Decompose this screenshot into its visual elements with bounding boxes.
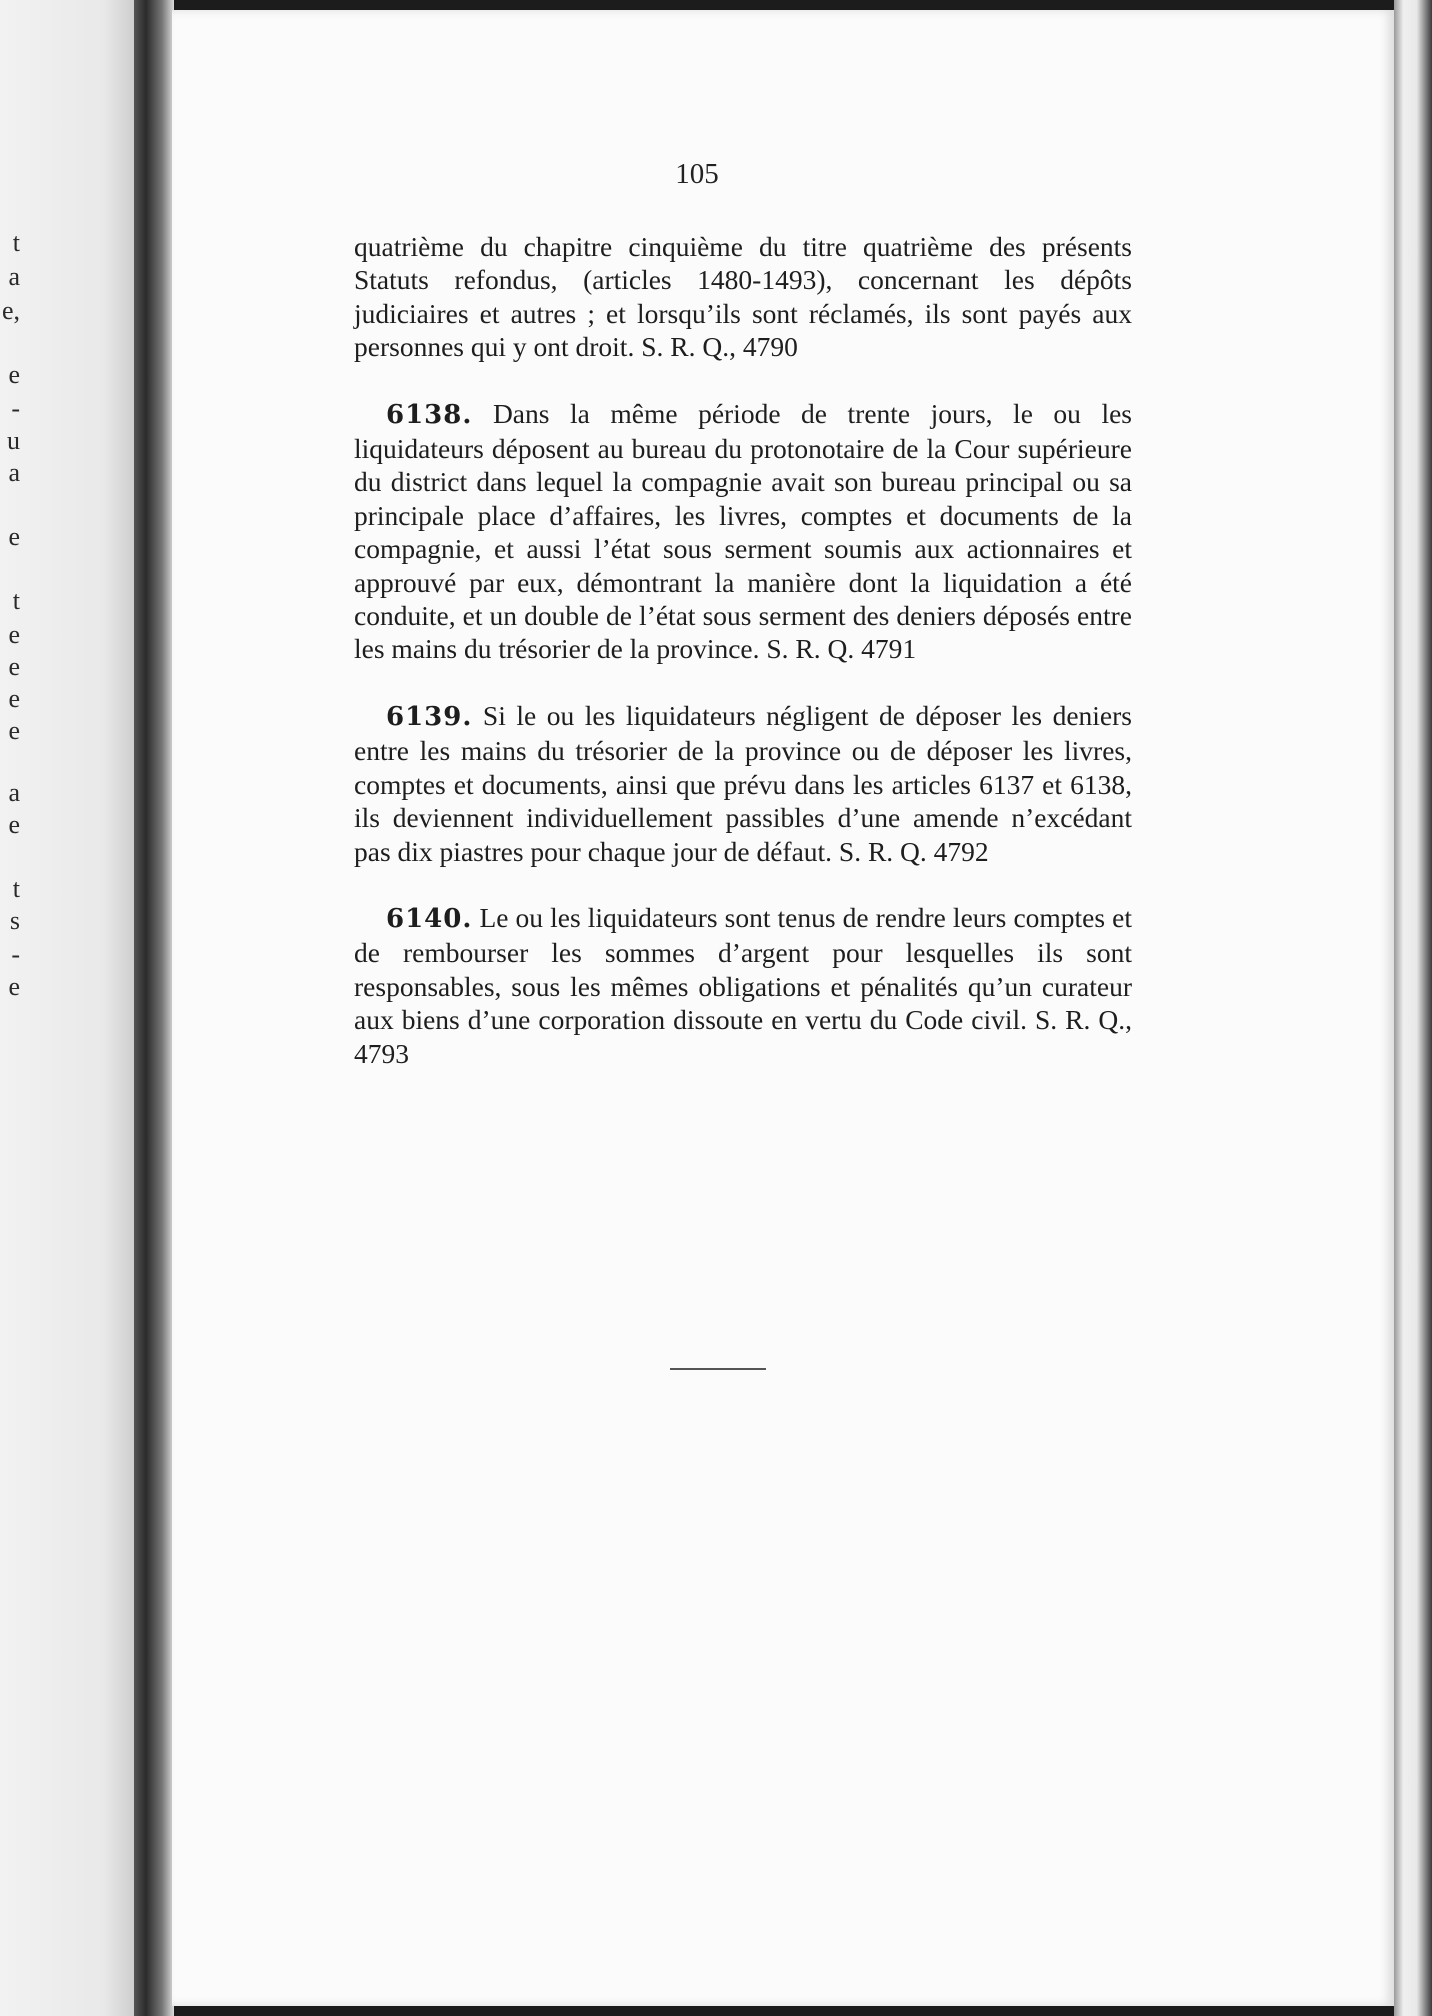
article-6140 <box>354 901 1132 1070</box>
left-page-fragment: e <box>8 360 20 389</box>
paragraph-continuation <box>354 230 1132 364</box>
left-page-fragment: e <box>8 972 20 1001</box>
paragraph-text: Si le ou les liquidateurs négligent de déposer les deniers entre les mains du trésorier de la province ou de déposer les livres, comptes et documents, ainsi que prévu dans les articles 6137 et 6138, ils deviennent individuellement passibles d’une amende n’excédant pas dix piastres pour chaque jour de défaut. S. R. Q. 4792 <box>354 699 1132 867</box>
right-page-edge <box>1394 0 1432 2016</box>
left-page-fragment: e, <box>1 296 20 325</box>
left-page-fragment: a <box>8 458 20 487</box>
left-page-fragment: s <box>9 906 20 935</box>
book-gutter <box>134 0 174 2016</box>
left-page-fragment: e <box>8 522 20 551</box>
left-page-fragment: - <box>11 394 20 423</box>
article-number: 6138. <box>386 399 473 430</box>
book-page <box>172 10 1394 2006</box>
left-page-fragment: e <box>8 810 20 839</box>
paragraph-text: Dans la même période de trente jours, le ou les liquidateurs déposent au bureau du protonotaire de la Cour supérieure du district dans lequel la compagnie avait son bureau principal ou sa principale place d’affaires, les livres, comptes et documents de la compagnie, et aussi l’état sous serment soumis aux actionnaires et approuvé par eux, démontrant la manière dont la liquidation a été conduite, et un double de l’état sous serment des deniers déposés entre les mains du trésorier de la province. S. R. Q. 4791 <box>354 397 1132 665</box>
left-page-fragment: e <box>8 620 20 649</box>
paragraph-text: quatrième du chapitre cinquième du titre quatrième des présents Statuts refondus, (articles 1480-1493), concernant les dépôts judiciaires et autres ; et lorsqu’ils sont réclamés, ils sont payés aux personnes qui y ont droit. S. R. Q., 4790 <box>354 231 1132 363</box>
page-body <box>354 230 1132 1103</box>
left-page-fragment: e <box>8 716 20 745</box>
paragraph-text: Le ou les liquidateurs sont tenus de rendre leurs comptes et de rembourser les sommes d’argent pour lesquelles ils sont responsables, sous les mêmes obligations et pénalités qu’un curateur aux biens d’une corporation dissoute en vertu du Code civil. S. R. Q., 4793 <box>354 901 1132 1069</box>
left-page-fragment: a <box>8 262 20 291</box>
left-page-fragment: t <box>12 874 20 903</box>
article-6139 <box>354 699 1132 868</box>
left-page-fragment: u <box>7 426 20 455</box>
left-page-fragment: a <box>8 778 20 807</box>
left-page-fragment: - <box>11 940 20 969</box>
article-number: 6139. <box>386 701 473 732</box>
section-divider <box>670 1368 766 1370</box>
left-page-fragment: e <box>8 684 20 713</box>
article-6138 <box>354 397 1132 666</box>
article-number: 6140. <box>386 903 473 934</box>
left-page-fragment: t <box>12 586 20 615</box>
left-page-edge <box>0 0 148 2016</box>
left-page-fragment: e <box>8 652 20 681</box>
page-number: 105 <box>675 158 719 190</box>
left-page-fragment: t <box>12 228 20 257</box>
